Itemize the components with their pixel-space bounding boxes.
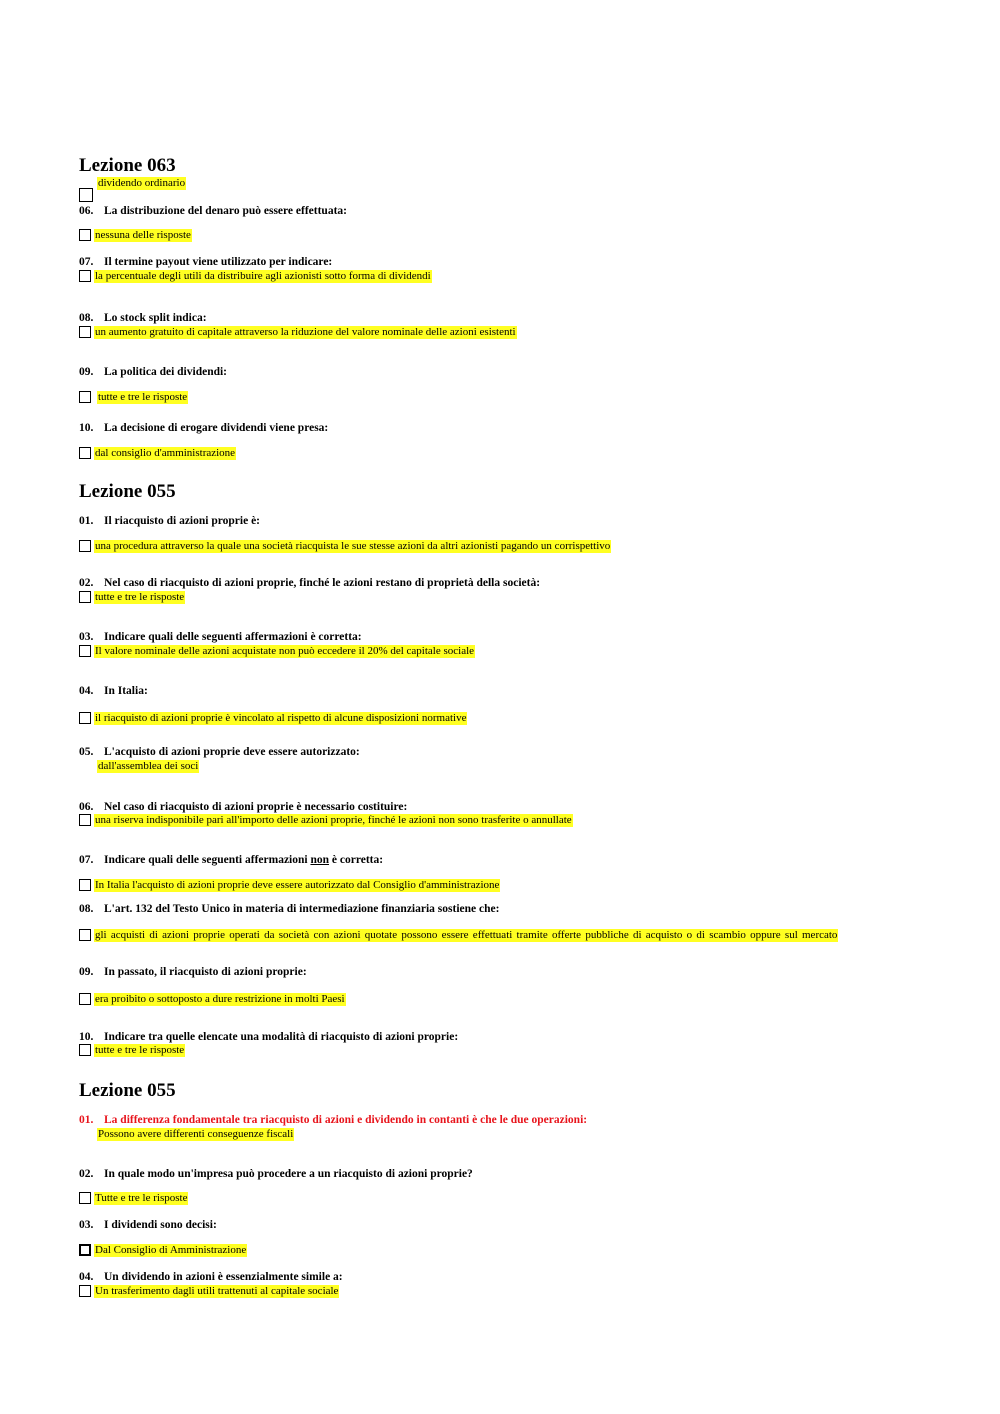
answer-row <box>79 877 500 893</box>
answer-text: la percentuale degli utili da distribuire agli azionisti sotto forma di dividendi <box>95 269 431 282</box>
question-number: 05. <box>79 746 94 758</box>
question-text: In Italia: <box>104 685 148 697</box>
question <box>79 684 148 698</box>
question-text: L'acquisto di azioni proprie deve essere autorizzato: <box>104 746 360 758</box>
checkbox[interactable] <box>79 712 91 724</box>
question <box>79 576 540 590</box>
question <box>79 204 347 218</box>
checkbox[interactable] <box>79 188 93 202</box>
question <box>79 853 383 867</box>
checkbox[interactable] <box>79 540 91 552</box>
question-number: 04. <box>79 685 94 697</box>
question-number: 01. <box>79 1114 94 1126</box>
question-number: 02. <box>79 1168 94 1180</box>
question-text-after: è corretta: <box>331 854 384 866</box>
answer-row <box>79 175 186 191</box>
checkbox[interactable] <box>79 391 91 403</box>
answer-row <box>79 589 185 605</box>
answer-row <box>79 445 236 461</box>
answer-text: dall'assemblea dei soci <box>98 759 199 772</box>
question <box>79 902 499 916</box>
answer-row <box>79 1283 339 1299</box>
answer-text: Tutte e tre le risposte <box>95 1191 188 1204</box>
answer-row <box>79 1242 247 1258</box>
question-text: Indicare quali delle seguenti affermazioni è corretta: <box>104 631 362 643</box>
checkbox[interactable] <box>79 1285 91 1297</box>
question-text: Lo stock split indica: <box>104 312 207 324</box>
question <box>79 630 362 644</box>
question-text: La decisione di erogare dividendi viene presa: <box>104 422 329 434</box>
question <box>79 1270 343 1284</box>
answer-text: gli acquisti di azioni proprie operati da società con azioni quotate possono essere effettuati tramite offerte pubbliche di acquisto o di scambio oppure sul mercato <box>95 928 838 941</box>
checkbox[interactable] <box>79 447 91 459</box>
answer-text: dividendo ordinario <box>98 176 186 189</box>
answer-text: Il valore nominale delle azioni acquistate non può eccedere il 20% del capitale sociale <box>95 644 475 657</box>
question-text-before: Indicare quali delle seguenti affermazioni <box>104 854 308 866</box>
answer-text: il riacquisto di azioni proprie è vincolato al rispetto di alcune disposizioni normative <box>95 711 467 724</box>
checkbox[interactable] <box>79 270 91 282</box>
checkbox[interactable] <box>79 229 91 241</box>
question-text: In passato, il riacquisto di azioni proprie: <box>104 966 307 978</box>
question-text: Nel caso di riacquisto di azioni proprie è necessario costituire: <box>104 801 408 813</box>
question-number: 02. <box>79 577 94 589</box>
question-text: Il termine payout viene utilizzato per indicare: <box>104 256 333 268</box>
answer-text: Possono avere differenti conseguenze fiscali <box>98 1127 294 1140</box>
answer-row <box>79 389 188 405</box>
question-number: 06. <box>79 205 94 217</box>
answer-row <box>79 710 467 726</box>
answer-text: Dal Consiglio di Amministrazione <box>95 1243 247 1256</box>
question-number: 04. <box>79 1271 94 1283</box>
checkbox[interactable] <box>79 1192 91 1204</box>
answer-text: In Italia l'acquisto di azioni proprie deve essere autorizzato dal Consiglio d'amministrazione <box>95 878 500 891</box>
answer-text: era proibito o sottoposto a dure restrizione in molti Paesi <box>95 992 345 1005</box>
question-number: 08. <box>79 312 94 324</box>
question <box>79 421 328 435</box>
question <box>79 965 307 979</box>
checkbox[interactable] <box>79 1244 91 1256</box>
question-number: 06. <box>79 801 94 813</box>
question-number: 03. <box>79 631 94 643</box>
question-text: Un dividendo in azioni è essenzialmente simile a: <box>104 1271 343 1283</box>
section-title: Lezione 055 <box>79 1080 176 1101</box>
question-text: La differenza fondamentale tra riacquisto di azioni e dividendo in contanti è che le due operazioni: <box>104 1114 588 1126</box>
question-number: 03. <box>79 1219 94 1231</box>
answer-row <box>79 268 432 284</box>
answer-row <box>79 324 517 340</box>
answer-text: Un trasferimento dagli utili trattenuti al capitale sociale <box>95 1284 339 1297</box>
checkbox[interactable] <box>79 645 91 657</box>
question-number: 07. <box>79 256 94 268</box>
checkbox[interactable] <box>79 879 91 891</box>
answer-row <box>79 1126 294 1142</box>
checkbox[interactable] <box>79 929 91 941</box>
question-text: La distribuzione del denaro può essere effettuata: <box>104 205 347 217</box>
checkbox[interactable] <box>79 814 91 826</box>
answer-row <box>79 1042 185 1058</box>
answer-text: dal consiglio d'amministrazione <box>95 446 236 459</box>
question-text: Il riacquisto di azioni proprie è: <box>104 515 260 527</box>
question-text: I dividendi sono decisi: <box>104 1219 217 1231</box>
answer-row <box>79 927 838 943</box>
answer-text: tutte e tre le risposte <box>95 1043 185 1056</box>
question-number: 07. <box>79 854 94 866</box>
question-number: 10. <box>79 1031 94 1043</box>
answer-row <box>79 538 611 554</box>
checkbox[interactable] <box>79 591 91 603</box>
answer-row <box>79 991 346 1007</box>
answer-text: una riserva indisponibile pari all'importo delle azioni proprie, finché le azioni non sono trasferite o annullate <box>95 813 572 826</box>
question-text: Nel caso di riacquisto di azioni proprie, finché le azioni restano di proprietà della società: <box>104 577 541 589</box>
question-number: 10. <box>79 422 94 434</box>
section-title: Lezione 063 <box>79 155 176 176</box>
question <box>79 1218 217 1232</box>
question <box>79 1113 587 1127</box>
answer-row <box>79 812 573 828</box>
answer-text: tutte e tre le risposte <box>95 590 185 603</box>
question-text-underlined: non <box>310 854 330 866</box>
question <box>79 365 227 379</box>
checkbox[interactable] <box>79 993 91 1005</box>
question-text: La politica dei dividendi: <box>104 366 228 378</box>
question-number: 09. <box>79 366 94 378</box>
answer-row <box>79 227 192 243</box>
question-number: 08. <box>79 903 94 915</box>
question-text: Indicare tra quelle elencate una modalità di riacquisto di azioni proprie: <box>104 1031 459 1043</box>
question-number: 09. <box>79 966 94 978</box>
question-number: 01. <box>79 515 94 527</box>
checkbox[interactable] <box>79 1044 91 1056</box>
question <box>79 311 207 325</box>
question <box>79 1167 473 1181</box>
question <box>79 514 260 528</box>
answer-text: nessuna delle risposte <box>95 228 191 241</box>
answer-text: una procedura attraverso la quale una società riacquista le sue stesse azioni da altri azionisti pagando un corrispettivo <box>95 539 611 552</box>
checkbox[interactable] <box>79 326 91 338</box>
section-title: Lezione 055 <box>79 481 176 502</box>
question-text: In quale modo un'impresa può procedere a un riacquisto di azioni proprie? <box>104 1168 473 1180</box>
question <box>79 255 332 269</box>
answer-text: tutte e tre le risposte <box>98 390 188 403</box>
question <box>79 745 360 759</box>
answer-text: un aumento gratuito di capitale attraverso la riduzione del valore nominale delle azioni esistenti <box>95 325 516 338</box>
answer-row <box>79 758 199 774</box>
answer-row <box>79 1190 188 1206</box>
question-text: L'art. 132 del Testo Unico in materia di intermediazione finanziaria sostiene che: <box>104 903 500 915</box>
answer-row <box>79 643 475 659</box>
